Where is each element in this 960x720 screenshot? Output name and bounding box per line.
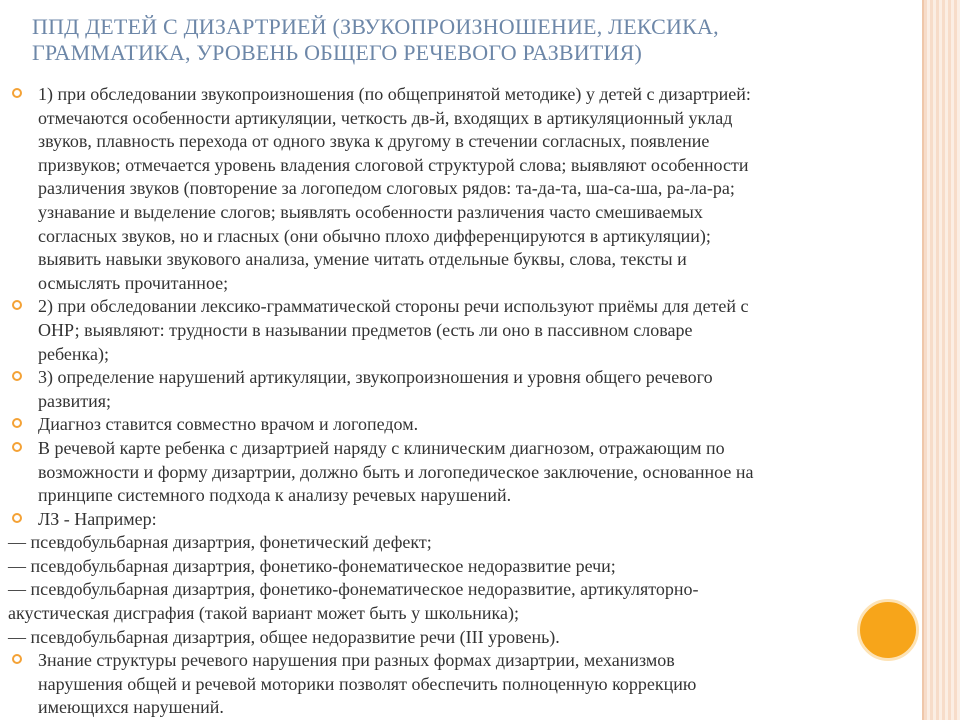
slide-body [8,83,942,720]
bullet-text [38,413,942,437]
text-line: 3) определение нарушений артикуляции, звукопроизношения и уровня общего речевого [38,367,713,388]
text-line: возможности и форму дизартрии, должно быть и логопедическое заключение, основанное на [38,461,754,482]
example-line: — псевдобульбарная дизартрия, фонетический дефект; [8,532,432,553]
text-line: ЛЗ - Например: [38,508,157,529]
text-line: развития; [38,390,112,411]
example-line: — псевдобульбарная дизартрия, фонетико-фонематическое недоразвитие, артикуляторно- [8,579,699,600]
text-line: различения звуков (повторение за логопедом слоговых рядов: та-да-та, ша-са-ша, ра-ла-ра; [38,178,735,199]
bullet-item-example [8,508,942,532]
text-line: имеющихся нарушений. [38,697,224,718]
bullet-text [38,366,942,413]
bullet-item-sound-exam [8,83,942,295]
ring-bullet-icon [12,371,22,381]
ring-bullet-icon [12,442,22,452]
ring-bullet-icon [12,418,22,428]
bullet-text [38,437,942,508]
text-line: Знание структуры речевого нарушения при разных формах дизартрии, механизмов [38,650,675,671]
text-line: выявить навыки звукового анализа, умение читать отдельные буквы, слова, тексты и [38,249,687,270]
text-line: В речевой карте ребенка с дизартрией наряду с клиническим диагнозом, отражающим по [38,437,725,458]
bullet-text [38,508,942,532]
text-line: призвуков; отмечается уровень владения слоговой структурой слова; выявляют особенности [38,154,749,175]
text-line: осмыслять прочитанное; [38,272,229,293]
ring-bullet-icon [12,513,22,523]
text-line: отмечаются особенности артикуляции, четкость дв-й, входящих в артикуляционный уклад [38,107,733,128]
text-line: звуков, плавность перехода от одного звука к другому в стечении согласных, появление [38,131,710,152]
text-line: принципе системного подхода к анализу речевых нарушений. [38,485,512,506]
text-line: 2) при обследовании лексико-грамматической стороны речи используют приёмы для детей с [38,296,749,317]
bullet-item-articulation [8,366,942,413]
ring-bullet-icon [12,300,22,310]
bullet-item-diagnosis [8,413,942,437]
example-line: акустическая дисграфия (такой вариант может быть у школьника); [8,603,520,624]
text-line: ребенка); [38,343,109,364]
slide-title-line-2: ГРАММАТИКА, УРОВЕНЬ ОБЩЕГО РЕЧЕВОГО РАЗВИТИЯ) [32,40,643,65]
ring-bullet-icon [12,654,22,664]
ring-bullet-icon [12,88,22,98]
text-line: Диагноз ставится совместно врачом и логопедом. [38,414,419,435]
text-line: нарушения общей и речевой моторики позволят обеспечить полноценную коррекцию [38,673,697,694]
example-line: — псевдобульбарная дизартрия, фонетико-фонематическое недоразвитие речи; [8,555,616,576]
text-line: согласных звуков, но и гласных (они обычно плохо дифференцируются в артикуляции); [38,225,711,246]
example-line: — псевдобульбарная дизартрия, общее недоразвитие речи (III уровень). [8,626,560,647]
bullet-text [38,83,942,295]
slide-title-line-1: ППД ДЕТЕЙ С ДИЗАРТРИЕЙ (ЗВУКОПРОИЗНОШЕНИЕ, ЛЕКСИКА, [32,14,719,39]
text-line: узнавание и выделение слогов; выявлять особенности различения часто смешиваемых [38,201,703,222]
bullet-text [38,295,942,366]
slide-title [32,14,912,66]
bullet-text [38,649,942,720]
bullet-item-speech-card [8,437,942,508]
bullet-item-lexico-grammar [8,295,942,366]
text-line: 1) при обследовании звукопроизношения (по общепринятой методике) у детей с дизартрией: [38,84,751,104]
bullet-item-conclusion [8,649,942,720]
text-line: ОНР; выявляют: трудности в назывании предметов (есть ли оно в пассивном словаре [38,319,693,340]
orange-circle-decoration [857,599,919,661]
